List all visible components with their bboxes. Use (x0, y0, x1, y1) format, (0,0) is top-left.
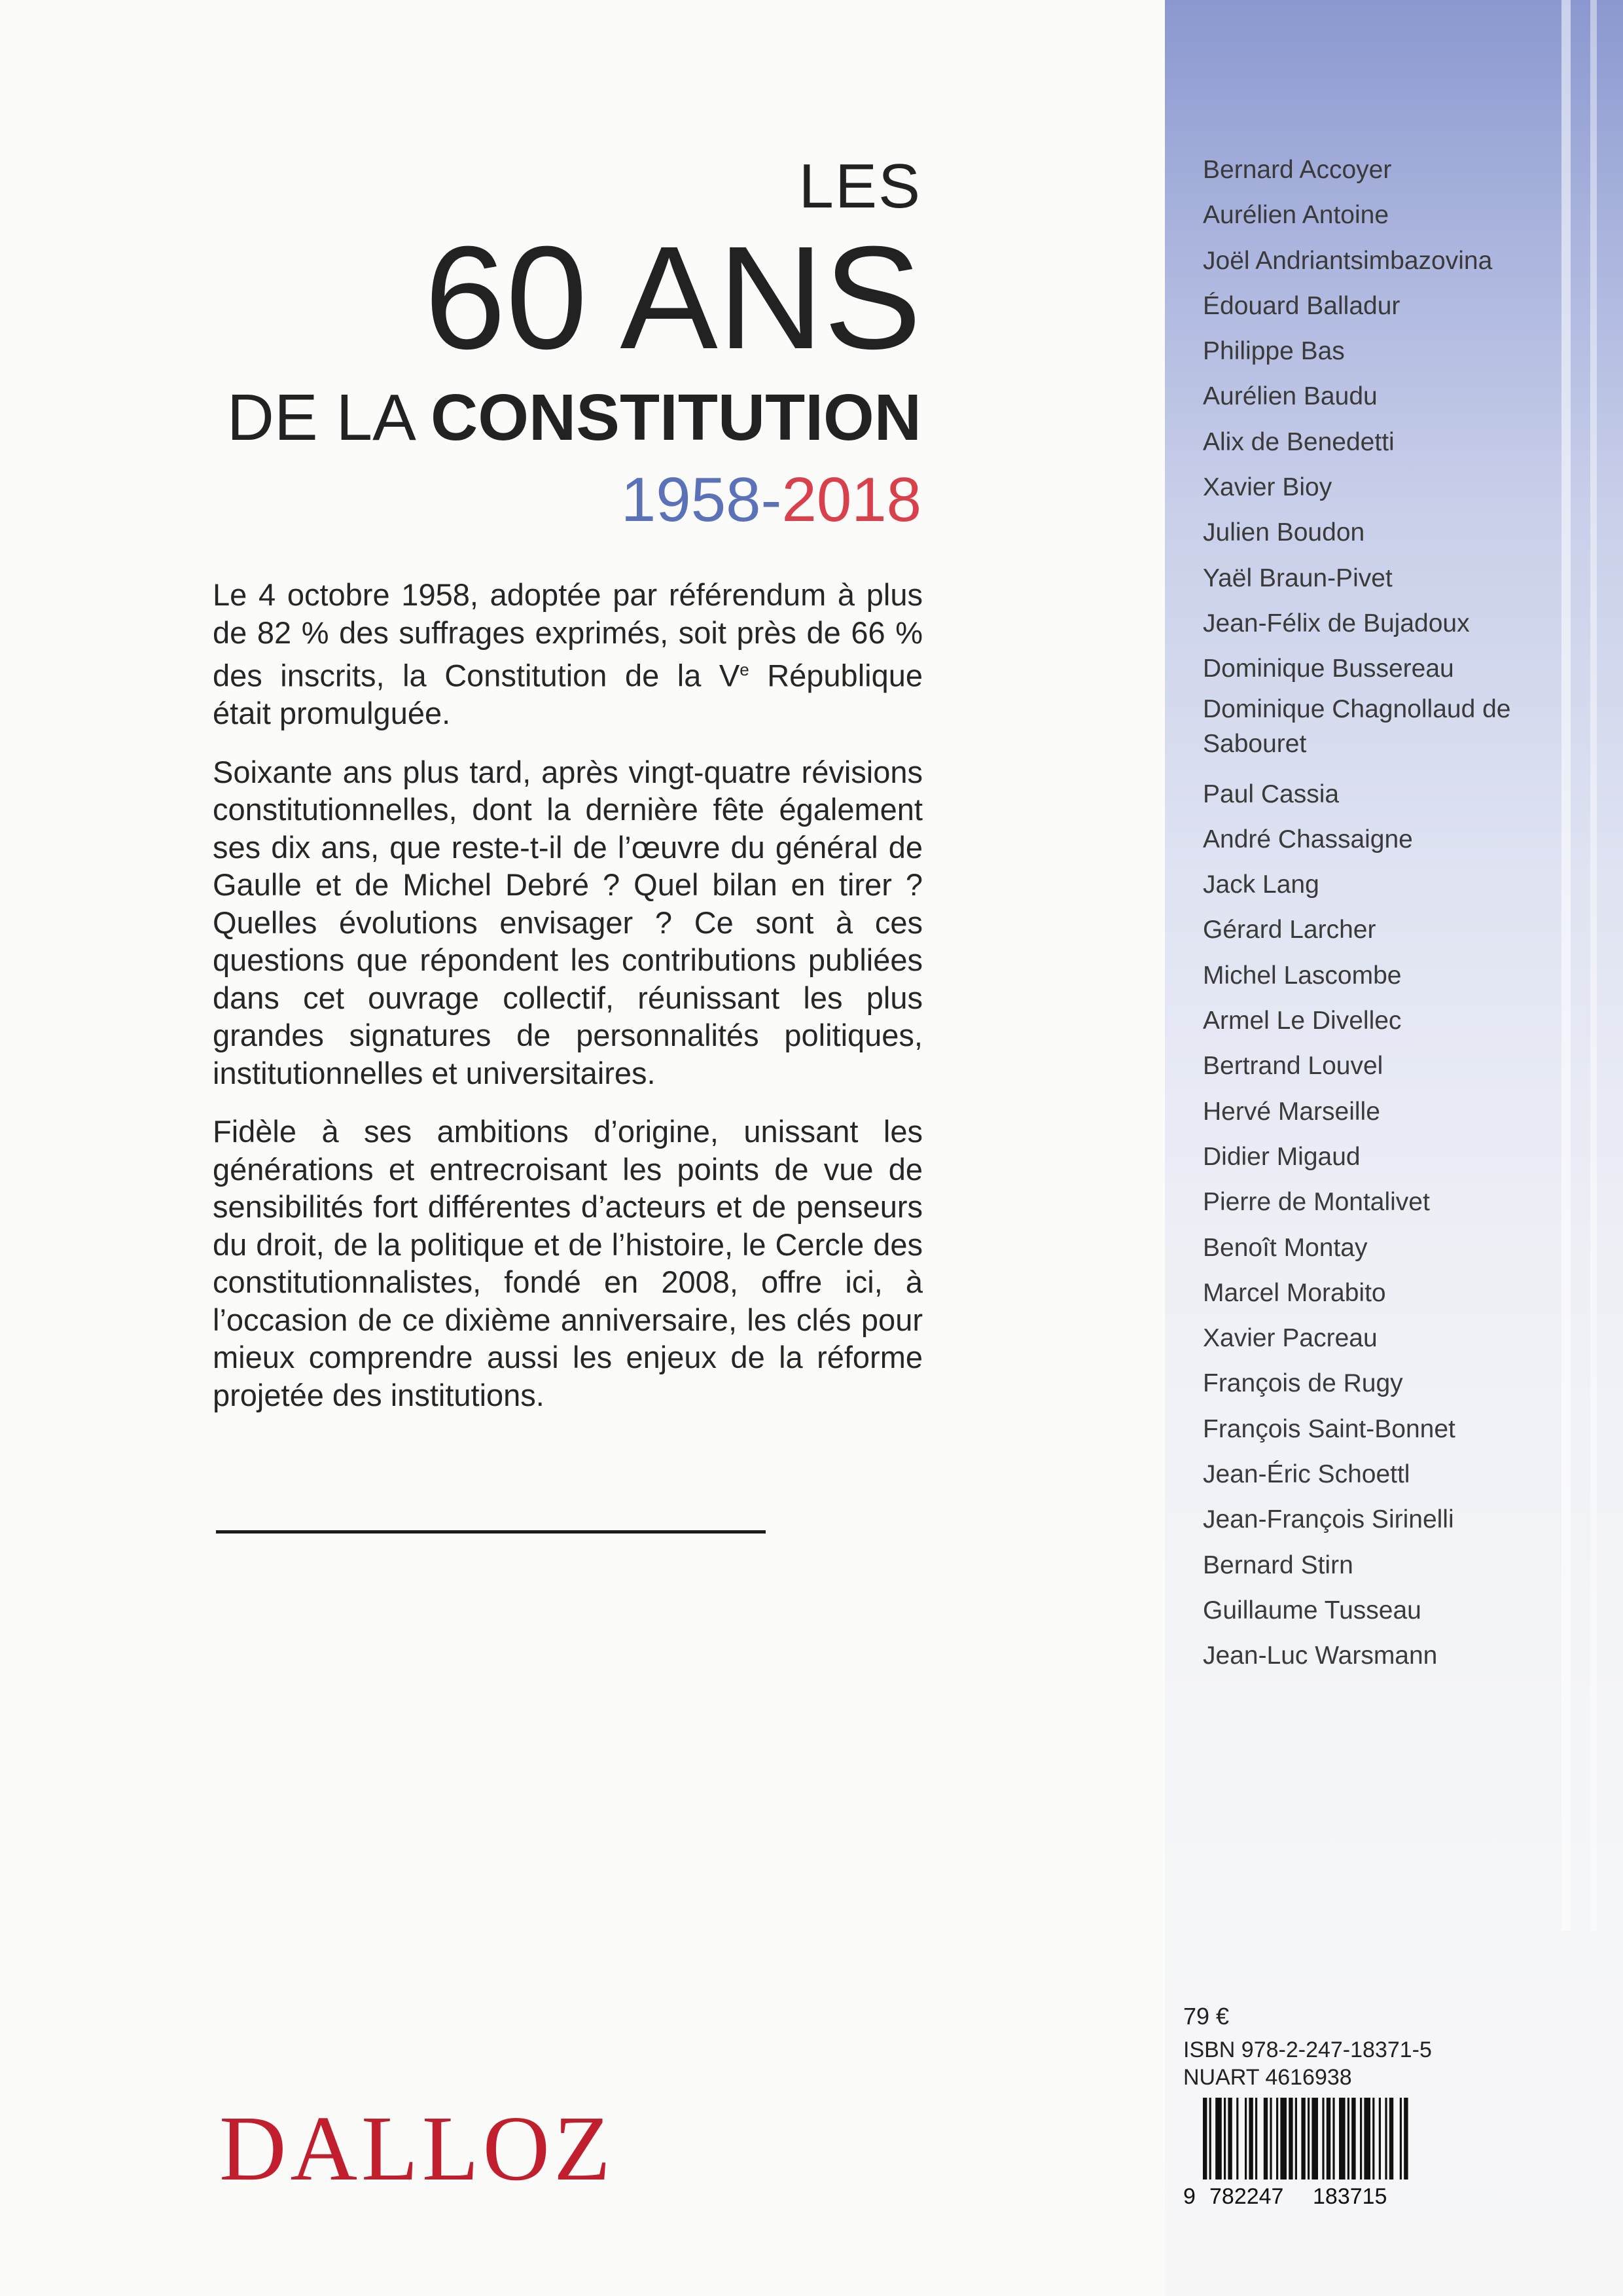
barcode-bar (1339, 2098, 1346, 2179)
barcode-bar (1270, 2098, 1272, 2179)
barcode-bar (1280, 2098, 1287, 2179)
price-label: 79 € (1183, 2003, 1230, 2030)
year-end: 2018 (781, 465, 921, 535)
barcode-bar (1224, 2098, 1226, 2179)
isbn-label: ISBN 978-2-247-18371-5 (1183, 2037, 1432, 2062)
author-name: Dominique Bussereau (1203, 655, 1454, 683)
band-light-stripe (1590, 0, 1597, 1931)
barcode-bar (1379, 2098, 1381, 2179)
barcode-bar (1364, 2098, 1370, 2179)
author-name: Didier Migaud (1203, 1142, 1361, 1171)
description-paragraph-1: Le 4 octobre 1958, adoptée par référendum à plus de 82 % des suffrages exprimés, soit près de 66 % des inscrits, la Constitution de la Ve République était promulguée. (213, 577, 923, 731)
barcode-bar (1289, 2098, 1293, 2179)
author-name: Jean-François Sirinelli (1203, 1505, 1454, 1534)
barcode-bar (1385, 2098, 1387, 2179)
author-name: Armel Le Divellec (1203, 1007, 1402, 1035)
barcode-bar (1245, 2098, 1247, 2179)
author-list (1203, 147, 1569, 1679)
barcode-bar (1372, 2098, 1374, 2179)
author-name: André Chassaigne (1203, 825, 1413, 853)
author-name: Philippe Bas (1203, 337, 1345, 366)
barcode-bar (1389, 2098, 1393, 2179)
author-name: Hervé Marseille (1203, 1097, 1380, 1126)
title-de-la: DE LA (226, 381, 431, 454)
author-name: Aurélien Baudu (1203, 382, 1378, 411)
barcode-bar (1276, 2098, 1278, 2179)
barcode-digits-left: 782247 (1209, 2184, 1284, 2209)
author-name: Édouard Balladur (1203, 291, 1400, 320)
author-name: Jean-Luc Warsmann (1203, 1641, 1438, 1670)
author-name: Bernard Stirn (1203, 1551, 1353, 1579)
barcode-bar (1203, 2098, 1207, 2179)
barcode (1183, 2098, 1414, 2209)
barcode-digit-first: 9 (1183, 2184, 1196, 2209)
author-name: Jean-Éric Schoettl (1203, 1460, 1410, 1489)
barcode-bar (1236, 2098, 1238, 2179)
author-name: Paul Cassia (1203, 780, 1340, 808)
author-name: Marcel Morabito (1203, 1278, 1386, 1307)
author-name: Alix de Benedetti (1203, 427, 1395, 456)
author-name: Bernard Accoyer (1203, 156, 1392, 184)
author-name: Jack Lang (1203, 870, 1319, 899)
author-name: Guillaume Tusseau (1203, 1596, 1421, 1624)
author-name: François de Rugy (1203, 1369, 1403, 1398)
barcode-bar (1332, 2098, 1334, 2179)
barcode-bar (1255, 2098, 1257, 2179)
title-line-60-ans: 60 ANS (424, 216, 921, 380)
author-name: Benoît Montay (1203, 1233, 1368, 1262)
barcode-bar (1308, 2098, 1310, 2179)
barcode-bar (1295, 2098, 1297, 2179)
description-paragraph-3: Fidèle à ses ambitions d’origine, unissant les générations et entrecroisant les points de vue de sensibilités fort différentes d’acteurs et de penseurs du droit, de la politique et de l’histoire, le Cercle des constitutionnalistes, fondé en 2008, offre ici, à l’occasion de ce dixième anniversaire, les clés pour mieux comprendre aussi les enjeux de la réforme projetée des institutions. (213, 1114, 923, 1412)
barcode-bar (1322, 2098, 1324, 2179)
barcode-bar (1209, 2098, 1211, 2179)
author-name: Michel Lascombe (1203, 961, 1402, 990)
back-cover-description (213, 576, 923, 1435)
author-name: Xavier Bioy (1203, 473, 1332, 502)
author-name: Pierre de Montalivet (1203, 1188, 1430, 1217)
barcode-bar (1264, 2098, 1268, 2179)
author-name: François Saint-Bonnet (1203, 1414, 1455, 1443)
author-name: Dominique Chagnollaud de Sabouret (1203, 694, 1511, 758)
barcode-bar (1360, 2098, 1362, 2179)
barcode-digits-right: 183715 (1313, 2184, 1387, 2209)
book-title (71, 151, 921, 539)
barcode-bar (1311, 2098, 1318, 2179)
author-name: Jean-Félix de Bujadoux (1203, 609, 1470, 637)
author-name: Gérard Larcher (1203, 916, 1376, 944)
title-line-les: LES (798, 151, 921, 221)
barcode-bar (1327, 2098, 1330, 2179)
barcode-bar (1228, 2098, 1232, 2179)
author-name: Julien Boudon (1203, 518, 1365, 547)
author-name: Xavier Pacreau (1203, 1324, 1378, 1353)
barcode-bar (1301, 2098, 1305, 2179)
dalloz-logo: DALLOZ (219, 2096, 615, 2200)
title-years (71, 461, 921, 539)
barcode-bar (1347, 2098, 1349, 2179)
barcode-bars (1203, 2098, 1408, 2179)
barcode-bar (1404, 2098, 1408, 2179)
author-name: Yaël Braun-Pivet (1203, 564, 1393, 592)
title-line-constitution (71, 378, 921, 457)
nuart-label: NUART 4616938 (1183, 2065, 1352, 2090)
barcode-bar (1400, 2098, 1402, 2179)
author-name: Aurélien Antoine (1203, 201, 1389, 230)
barcode-bar (1249, 2098, 1253, 2179)
title-constitution-word: CONSTITUTION (431, 381, 921, 454)
horizontal-rule (216, 1530, 766, 1534)
author-name: Bertrand Louvel (1203, 1052, 1383, 1081)
year-start: 1958 (620, 465, 761, 535)
description-paragraph-2: Soixante ans plus tard, après vingt-quatre révisions constitutionnelles, dont la dernière fête également ses dix ans, que reste-t-il de l’œuvre du général de Gaulle et de Michel Debré ? Quel bilan en tirer ? Quelles évolutions envisager ? Ce sont à ces questions que répondent les contributions publiées dans cet ouvrage collectif, réunissant les plus grandes signatures de personnalités politiques, institutionnelles et universitaires. (213, 754, 923, 1090)
barcode-bar (1215, 2098, 1222, 2179)
barcode-bar (1351, 2098, 1355, 2179)
year-dash: - (760, 465, 782, 535)
author-name: Joël Andriantsimbazovina (1203, 246, 1493, 275)
